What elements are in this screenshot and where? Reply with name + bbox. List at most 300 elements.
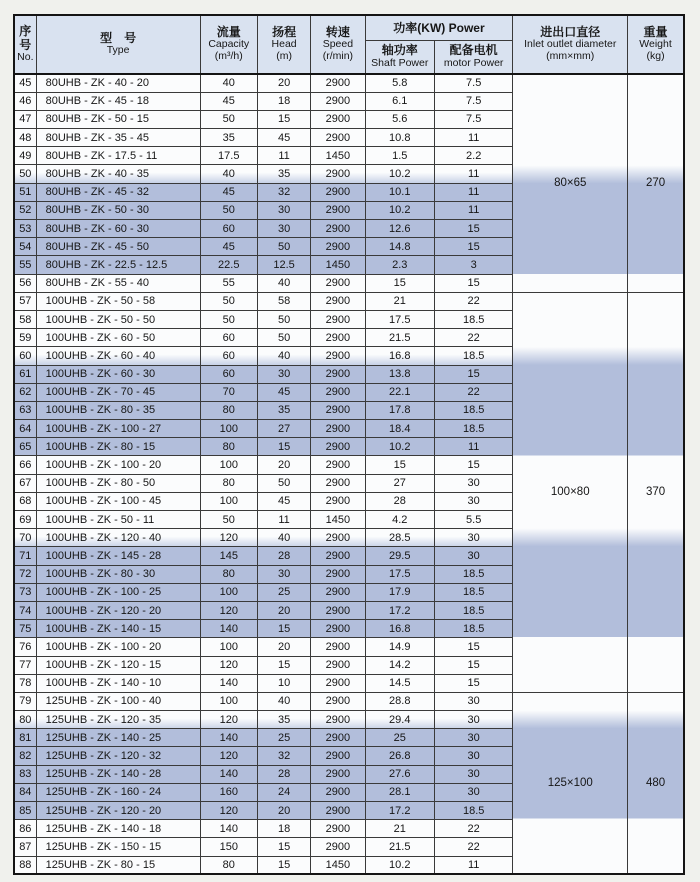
cell-shaft: 29.4 (365, 711, 434, 729)
cell-shaft: 29.5 (365, 547, 434, 565)
cell-type: 80UHB - ZK - 45 - 18 (36, 92, 200, 110)
cell-capacity: 60 (200, 365, 257, 383)
cell-shaft: 1.5 (365, 147, 434, 165)
cell-capacity: 120 (200, 747, 257, 765)
cell-head: 50 (257, 474, 310, 492)
cell-no: 47 (14, 110, 36, 128)
cell-head: 40 (257, 274, 310, 292)
cell-no: 56 (14, 274, 36, 292)
cell-no: 84 (14, 783, 36, 801)
cell-head: 50 (257, 238, 310, 256)
cell-head: 32 (257, 747, 310, 765)
header-capacity (200, 15, 257, 74)
header-head-en: Head (271, 38, 297, 51)
cell-no: 48 (14, 129, 36, 147)
cell-head: 20 (257, 802, 310, 820)
cell-speed: 2900 (311, 583, 365, 601)
cell-motor: 22 (434, 383, 512, 401)
cell-no: 81 (14, 729, 36, 747)
cell-no: 57 (14, 292, 36, 310)
cell-speed: 2900 (311, 601, 365, 619)
cell-speed: 2900 (311, 110, 365, 128)
cell-type: 125UHB - ZK - 120 - 35 (36, 711, 200, 729)
cell-weight-group: 370 (628, 292, 684, 692)
cell-head: 11 (257, 147, 310, 165)
cell-shaft: 5.6 (365, 110, 434, 128)
cell-shaft: 21.5 (365, 838, 434, 856)
cell-shaft: 14.2 (365, 656, 434, 674)
cell-head: 50 (257, 329, 310, 347)
header-head-unit: (m) (276, 50, 292, 63)
cell-shaft: 10.1 (365, 183, 434, 201)
cell-diameter-group: 125×100 (513, 692, 628, 874)
header-no-en: No. (17, 51, 34, 64)
header-speed-en: Speed (322, 38, 354, 51)
header-diameter (513, 15, 628, 74)
cell-head: 20 (257, 74, 310, 92)
cell-head: 15 (257, 856, 310, 874)
cell-speed: 2900 (311, 674, 365, 692)
cell-capacity: 45 (200, 238, 257, 256)
cell-no: 58 (14, 310, 36, 328)
cell-capacity: 50 (200, 201, 257, 219)
cell-capacity: 140 (200, 674, 257, 692)
cell-motor: 30 (434, 474, 512, 492)
cell-speed: 2900 (311, 165, 365, 183)
cell-shaft: 13.8 (365, 365, 434, 383)
header-motor-zh: 配备电机 (449, 43, 498, 58)
cell-no: 80 (14, 711, 36, 729)
header-weight-unit: (kg) (646, 50, 665, 63)
cell-no: 62 (14, 383, 36, 401)
cell-no: 55 (14, 256, 36, 274)
cell-head: 58 (257, 292, 310, 310)
cell-motor: 18.5 (434, 420, 512, 438)
cell-motor: 30 (434, 692, 512, 710)
cell-type: 80UHB - ZK - 45 - 50 (36, 238, 200, 256)
cell-shaft: 17.8 (365, 401, 434, 419)
cell-shaft: 10.2 (365, 201, 434, 219)
cell-shaft: 10.8 (365, 129, 434, 147)
cell-shaft: 14.8 (365, 238, 434, 256)
cell-shaft: 12.6 (365, 220, 434, 238)
cell-type: 100UHB - ZK - 80 - 35 (36, 401, 200, 419)
cell-speed: 2900 (311, 729, 365, 747)
cell-capacity: 145 (200, 547, 257, 565)
cell-type: 100UHB - ZK - 70 - 45 (36, 383, 200, 401)
table-row (14, 692, 684, 710)
cell-shaft: 10.2 (365, 165, 434, 183)
cell-type: 100UHB - ZK - 120 - 40 (36, 529, 200, 547)
cell-speed: 2900 (311, 620, 365, 638)
cell-motor: 22 (434, 329, 512, 347)
cell-type: 100UHB - ZK - 60 - 30 (36, 365, 200, 383)
header-shaft-en: Shaft Power (371, 56, 429, 69)
cell-type: 125UHB - ZK - 150 - 15 (36, 838, 200, 856)
cell-speed: 2900 (311, 692, 365, 710)
cell-head: 40 (257, 529, 310, 547)
cell-shaft: 28.1 (365, 783, 434, 801)
cell-type: 100UHB - ZK - 145 - 28 (36, 547, 200, 565)
cell-capacity: 100 (200, 583, 257, 601)
cell-speed: 2900 (311, 74, 365, 92)
cell-speed: 2900 (311, 310, 365, 328)
cell-type: 100UHB - ZK - 50 - 50 (36, 310, 200, 328)
cell-motor: 15 (434, 238, 512, 256)
cell-capacity: 70 (200, 383, 257, 401)
header-no-zh2: 号 (19, 37, 32, 52)
cell-speed: 2900 (311, 474, 365, 492)
cell-motor: 30 (434, 747, 512, 765)
cell-speed: 2900 (311, 92, 365, 110)
cell-capacity: 60 (200, 220, 257, 238)
header-type-zh: 型 号 (100, 30, 137, 45)
cell-no: 49 (14, 147, 36, 165)
cell-capacity: 55 (200, 274, 257, 292)
cell-type: 100UHB - ZK - 60 - 40 (36, 347, 200, 365)
cell-capacity: 50 (200, 110, 257, 128)
cell-speed: 2900 (311, 820, 365, 838)
cell-no: 59 (14, 329, 36, 347)
header-weight (628, 15, 684, 74)
cell-no: 79 (14, 692, 36, 710)
cell-speed: 2900 (311, 765, 365, 783)
cell-motor: 30 (434, 783, 512, 801)
cell-type: 80UHB - ZK - 50 - 15 (36, 110, 200, 128)
cell-capacity: 45 (200, 92, 257, 110)
cell-speed: 2900 (311, 383, 365, 401)
cell-head: 20 (257, 638, 310, 656)
header-weight-zh: 重量 (643, 24, 668, 39)
cell-head: 30 (257, 220, 310, 238)
cell-speed: 2900 (311, 547, 365, 565)
table-row (14, 292, 684, 310)
cell-motor: 22 (434, 838, 512, 856)
header-head-zh: 扬程 (272, 24, 297, 39)
cell-type: 125UHB - ZK - 140 - 28 (36, 765, 200, 783)
cell-motor: 7.5 (434, 110, 512, 128)
header-speed-unit: (r/min) (322, 50, 354, 63)
cell-capacity: 60 (200, 347, 257, 365)
cell-type: 80UHB - ZK - 45 - 32 (36, 183, 200, 201)
header-motor-power (434, 41, 512, 75)
cell-diameter-group: 100×80 (513, 292, 628, 692)
cell-head: 15 (257, 110, 310, 128)
cell-speed: 2900 (311, 456, 365, 474)
cell-capacity: 140 (200, 729, 257, 747)
cell-capacity: 50 (200, 310, 257, 328)
cell-head: 24 (257, 783, 310, 801)
cell-head: 35 (257, 165, 310, 183)
cell-type: 100UHB - ZK - 80 - 30 (36, 565, 200, 583)
cell-capacity: 40 (200, 74, 257, 92)
cell-shaft: 17.5 (365, 310, 434, 328)
cell-motor: 15 (434, 656, 512, 674)
cell-shaft: 18.4 (365, 420, 434, 438)
cell-type: 125UHB - ZK - 80 - 15 (36, 856, 200, 874)
cell-capacity: 45 (200, 183, 257, 201)
cell-speed: 1450 (311, 856, 365, 874)
cell-speed: 2900 (311, 201, 365, 219)
cell-speed: 2900 (311, 802, 365, 820)
cell-shaft: 26.8 (365, 747, 434, 765)
cell-motor: 7.5 (434, 74, 512, 92)
cell-capacity: 80 (200, 474, 257, 492)
cell-speed: 2900 (311, 183, 365, 201)
cell-type: 80UHB - ZK - 22.5 - 12.5 (36, 256, 200, 274)
cell-no: 74 (14, 601, 36, 619)
cell-speed: 2900 (311, 838, 365, 856)
cell-type: 100UHB - ZK - 100 - 20 (36, 638, 200, 656)
cell-type: 100UHB - ZK - 50 - 58 (36, 292, 200, 310)
cell-speed: 2900 (311, 347, 365, 365)
cell-head: 32 (257, 183, 310, 201)
cell-shaft: 2.3 (365, 256, 434, 274)
table-header (14, 15, 684, 74)
cell-shaft: 5.8 (365, 74, 434, 92)
cell-capacity: 100 (200, 456, 257, 474)
cell-capacity: 120 (200, 711, 257, 729)
cell-motor: 11 (434, 183, 512, 201)
cell-type: 80UHB - ZK - 50 - 30 (36, 201, 200, 219)
cell-speed: 2900 (311, 438, 365, 456)
cell-speed: 2900 (311, 329, 365, 347)
cell-head: 35 (257, 401, 310, 419)
cell-speed: 2900 (311, 220, 365, 238)
cell-type: 80UHB - ZK - 55 - 40 (36, 274, 200, 292)
cell-motor: 30 (434, 729, 512, 747)
cell-motor: 2.2 (434, 147, 512, 165)
cell-no: 78 (14, 674, 36, 692)
cell-motor: 18.5 (434, 601, 512, 619)
cell-capacity: 50 (200, 511, 257, 529)
cell-no: 66 (14, 456, 36, 474)
cell-shaft: 22.1 (365, 383, 434, 401)
cell-speed: 2900 (311, 238, 365, 256)
cell-head: 10 (257, 674, 310, 692)
cell-shaft: 17.2 (365, 802, 434, 820)
cell-no: 83 (14, 765, 36, 783)
cell-shaft: 14.5 (365, 674, 434, 692)
cell-speed: 2900 (311, 638, 365, 656)
cell-type: 125UHB - ZK - 120 - 20 (36, 802, 200, 820)
cell-no: 70 (14, 529, 36, 547)
cell-motor: 30 (434, 765, 512, 783)
cell-head: 12.5 (257, 256, 310, 274)
cell-speed: 2900 (311, 529, 365, 547)
cell-head: 25 (257, 583, 310, 601)
cell-capacity: 40 (200, 165, 257, 183)
cell-capacity: 22.5 (200, 256, 257, 274)
cell-capacity: 120 (200, 529, 257, 547)
cell-speed: 2900 (311, 747, 365, 765)
cell-type: 125UHB - ZK - 140 - 18 (36, 820, 200, 838)
cell-speed: 2900 (311, 292, 365, 310)
cell-shaft: 21 (365, 292, 434, 310)
cell-no: 72 (14, 565, 36, 583)
cell-shaft: 16.8 (365, 347, 434, 365)
cell-weight-group: 270 (628, 74, 684, 292)
cell-type: 80UHB - ZK - 60 - 30 (36, 220, 200, 238)
cell-motor: 18.5 (434, 401, 512, 419)
cell-motor: 18.5 (434, 583, 512, 601)
cell-motor: 11 (434, 129, 512, 147)
cell-motor: 11 (434, 856, 512, 874)
cell-head: 35 (257, 711, 310, 729)
cell-type: 100UHB - ZK - 140 - 10 (36, 674, 200, 692)
cell-type: 125UHB - ZK - 120 - 32 (36, 747, 200, 765)
cell-weight-group: 480 (628, 692, 684, 874)
cell-head: 18 (257, 820, 310, 838)
cell-capacity: 120 (200, 601, 257, 619)
cell-capacity: 50 (200, 292, 257, 310)
cell-motor: 18.5 (434, 802, 512, 820)
cell-type: 100UHB - ZK - 100 - 20 (36, 456, 200, 474)
cell-shaft: 28 (365, 492, 434, 510)
cell-capacity: 140 (200, 765, 257, 783)
cell-motor: 15 (434, 220, 512, 238)
cell-type: 100UHB - ZK - 80 - 15 (36, 438, 200, 456)
cell-motor: 15 (434, 674, 512, 692)
header-shaft-power (365, 41, 434, 75)
header-type (36, 15, 200, 74)
cell-head: 30 (257, 565, 310, 583)
cell-shaft: 17.9 (365, 583, 434, 601)
cell-capacity: 17.5 (200, 147, 257, 165)
cell-capacity: 150 (200, 838, 257, 856)
cell-capacity: 35 (200, 129, 257, 147)
cell-motor: 18.5 (434, 620, 512, 638)
header-shaft-zh: 轴功率 (381, 43, 418, 58)
cell-type: 100UHB - ZK - 120 - 15 (36, 656, 200, 674)
cell-speed: 1450 (311, 511, 365, 529)
cell-capacity: 100 (200, 692, 257, 710)
cell-shaft: 17.2 (365, 601, 434, 619)
cell-capacity: 100 (200, 492, 257, 510)
cell-capacity: 140 (200, 820, 257, 838)
cell-type: 125UHB - ZK - 140 - 25 (36, 729, 200, 747)
cell-head: 30 (257, 201, 310, 219)
header-no (14, 15, 36, 74)
cell-no: 76 (14, 638, 36, 656)
cell-no: 54 (14, 238, 36, 256)
cell-head: 45 (257, 492, 310, 510)
cell-head: 27 (257, 420, 310, 438)
cell-speed: 2900 (311, 656, 365, 674)
cell-capacity: 80 (200, 438, 257, 456)
cell-motor: 30 (434, 492, 512, 510)
header-diameter-en: Inlet outlet diameter (524, 38, 617, 51)
cell-no: 52 (14, 201, 36, 219)
cell-shaft: 27.6 (365, 765, 434, 783)
header-no-zh1: 序 (19, 24, 32, 39)
cell-type: 80UHB - ZK - 40 - 35 (36, 165, 200, 183)
cell-shaft: 27 (365, 474, 434, 492)
cell-shaft: 28.5 (365, 529, 434, 547)
cell-speed: 2900 (311, 129, 365, 147)
cell-no: 63 (14, 401, 36, 419)
cell-head: 15 (257, 438, 310, 456)
cell-head: 28 (257, 547, 310, 565)
header-power-group-label: 功率(KW) Power (393, 20, 485, 35)
header-head (257, 15, 310, 74)
cell-speed: 2900 (311, 274, 365, 292)
cell-shaft: 17.5 (365, 565, 434, 583)
cell-motor: 15 (434, 274, 512, 292)
cell-no: 53 (14, 220, 36, 238)
cell-shaft: 10.2 (365, 856, 434, 874)
cell-no: 67 (14, 474, 36, 492)
cell-head: 15 (257, 620, 310, 638)
cell-type: 100UHB - ZK - 50 - 11 (36, 511, 200, 529)
cell-shaft: 14.9 (365, 638, 434, 656)
cell-shaft: 15 (365, 274, 434, 292)
table-body (14, 74, 684, 874)
cell-type: 125UHB - ZK - 100 - 40 (36, 692, 200, 710)
cell-motor: 30 (434, 529, 512, 547)
cell-motor: 18.5 (434, 347, 512, 365)
header-diameter-zh: 进出口直径 (540, 24, 601, 39)
cell-no: 77 (14, 656, 36, 674)
table-row (14, 74, 684, 92)
cell-capacity: 80 (200, 401, 257, 419)
cell-capacity: 80 (200, 856, 257, 874)
cell-speed: 2900 (311, 365, 365, 383)
header-weight-en: Weight (639, 38, 672, 51)
cell-shaft: 28.8 (365, 692, 434, 710)
cell-type: 100UHB - ZK - 120 - 20 (36, 601, 200, 619)
cell-head: 25 (257, 729, 310, 747)
cell-motor: 18.5 (434, 310, 512, 328)
cell-shaft: 4.2 (365, 511, 434, 529)
cell-head: 18 (257, 92, 310, 110)
cell-motor: 15 (434, 456, 512, 474)
cell-no: 61 (14, 365, 36, 383)
cell-no: 51 (14, 183, 36, 201)
cell-speed: 2900 (311, 401, 365, 419)
header-capacity-zh: 流量 (216, 24, 241, 39)
cell-type: 100UHB - ZK - 100 - 45 (36, 492, 200, 510)
cell-type: 100UHB - ZK - 100 - 27 (36, 420, 200, 438)
cell-type: 80UHB - ZK - 17.5 - 11 (36, 147, 200, 165)
cell-motor: 22 (434, 820, 512, 838)
cell-motor: 7.5 (434, 92, 512, 110)
cell-type: 100UHB - ZK - 60 - 50 (36, 329, 200, 347)
cell-motor: 15 (434, 638, 512, 656)
cell-motor: 22 (434, 292, 512, 310)
cell-head: 50 (257, 310, 310, 328)
cell-speed: 2900 (311, 492, 365, 510)
header-type-en: Type (106, 44, 130, 57)
cell-diameter-group: 80×65 (513, 74, 628, 292)
header-capacity-unit: (m³/h) (214, 50, 243, 63)
cell-head: 28 (257, 765, 310, 783)
cell-no: 88 (14, 856, 36, 874)
cell-motor: 30 (434, 547, 512, 565)
cell-motor: 11 (434, 201, 512, 219)
pump-spec-table (13, 14, 685, 875)
cell-motor: 3 (434, 256, 512, 274)
cell-head: 15 (257, 656, 310, 674)
header-diameter-unit: (mm×mm) (546, 50, 595, 63)
header-capacity-en: Capacity (208, 38, 250, 51)
cell-speed: 1450 (311, 147, 365, 165)
cell-shaft: 10.2 (365, 438, 434, 456)
cell-motor: 5.5 (434, 511, 512, 529)
cell-no: 86 (14, 820, 36, 838)
cell-capacity: 100 (200, 420, 257, 438)
header-power-group (365, 15, 513, 41)
